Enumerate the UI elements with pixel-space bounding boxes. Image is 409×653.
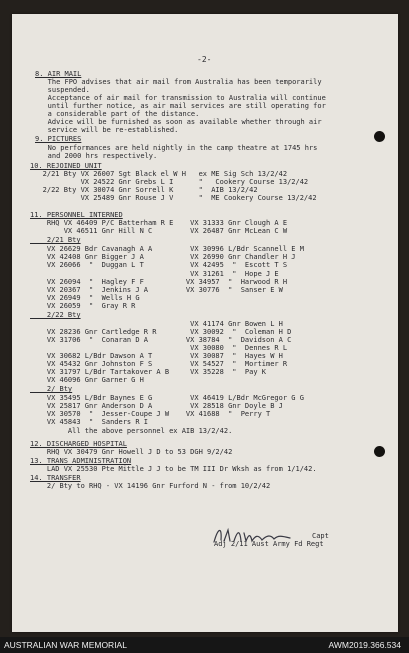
footer-bar (0, 637, 409, 653)
punch-hole-bottom (374, 446, 385, 457)
document-line: LAD VX 25530 Pte Mittle J J to be TM III Dr Wksh as from 1/1/42. (30, 465, 317, 473)
document-line: VX 26094 " Hagley F F VX 34957 " Harwood R H (30, 278, 288, 286)
document-line: VX 46511 Gnr Hill N C VX 26487 Gnr McLean C W (30, 227, 288, 235)
document-line: VX 20367 " Jenkins J A VX 30776 " Sanser E W (30, 286, 283, 294)
footer-accession-number: AWM2019.366.534 (328, 640, 401, 650)
document-line: No performances are held nightly in the camp theatre at 1745 hrs (35, 144, 318, 152)
section-heading: 2/22 Bty (30, 311, 81, 319)
document-line: 2/21 Bty VX 26007 Sgt Black el W H ex ME Sig Sch 13/2/42 (30, 170, 288, 178)
document-line: Adj 2/11 Aust Army Fd Regt (214, 540, 324, 548)
document-line: VX 46096 Gnr Garner G H (30, 376, 144, 384)
punch-hole-top (374, 131, 385, 142)
document-line: VX 35495 L/Bdr Baynes E G VX 46419 L/Bdr McGregor G G (30, 394, 304, 402)
document-line: VX 45843 " Sanders R I (30, 418, 149, 426)
document-line: 2/ Bty to RHQ - VX 14196 Gnr Furford N - from 10/2/42 (30, 482, 271, 490)
signature (210, 524, 296, 546)
document-line: VX 41174 Gnr Bowen L H (30, 320, 283, 328)
footer-credit: AUSTRALIAN WAR MEMORIAL (4, 640, 127, 650)
section-heading: 9. PICTURES (35, 135, 82, 143)
document-line: suspended. (35, 86, 90, 94)
document-line: VX 28236 Gnr Cartledge R R VX 30092 " Coleman H D (30, 328, 292, 336)
document-line: VX 25489 Gnr Rouse J V " ME Cookery Course 13/2/42 (30, 194, 317, 202)
document-line: All the above personnel ex AIB 13/2/42. (30, 427, 233, 435)
section-heading: 8. AIR MAIL (35, 70, 82, 78)
document-line: VX 30570 " Jesser-Coupe J W VX 41688 " Perry T (30, 410, 271, 418)
document-line: RHQ VX 46409 P/C Batterham R E VX 31333 Gnr Clough A E (30, 219, 288, 227)
section-heading: 14. TRANSFER (30, 474, 81, 482)
document-line: Advice will be furnished as soon as available whether through air (35, 118, 322, 126)
section-heading: 2/ Bty (30, 385, 73, 393)
document-line: a considerable part of the distance. (35, 110, 200, 118)
document-line: VX 31261 " Hope J E (30, 270, 279, 278)
section-heading: 10. REJOINED UNIT (30, 162, 102, 170)
document-line: VX 26059 " Gray R R (30, 302, 136, 310)
document-line: and 2000 hrs respectively. (35, 152, 158, 160)
document-line: VX 45432 Gnr Johnston F S VX 54527 " Mortimer R (30, 360, 288, 368)
document-line: VX 31706 " Conaran D A VX 38784 " Davidson A C (30, 336, 292, 344)
document-line: The FPO advises that air mail from Australia has been temporarily (35, 78, 322, 86)
document-line: VX 30682 L/Bdr Dawson A T VX 30087 " Hayes W H (30, 352, 283, 360)
document-line: VX 26066 " Duggan L T VX 42495 " Escott T S (30, 261, 288, 269)
page-number: -2- (197, 55, 212, 64)
document-line: VX 26949 " Wells H G (30, 294, 140, 302)
document-line: VX 42408 Gnr Bigger J A VX 26990 Gnr Chandler H J (30, 253, 296, 261)
document-line: RHQ VX 30479 Gnr Howell J D to 53 DGH 9/2/42 (30, 448, 233, 456)
document-page (12, 14, 398, 632)
document-line: VX 24522 Gnr Grebs L I " Cookery Course 13/2/42 (30, 178, 309, 186)
section-heading: 11. PERSONNEL INTERNED (30, 211, 123, 219)
document-line: VX 30080 " Dennes R L (30, 344, 288, 352)
section-heading: 12. DISCHARGED HOSPITAL (30, 440, 127, 448)
document-line: service will be re-established. (35, 126, 179, 134)
section-heading: 2/21 Bty (30, 236, 81, 244)
document-line: VX 31797 L/Bdr Tartakover A B VX 35228 " Pay K (30, 368, 267, 376)
document-line: VX 25817 Gnr Anderson D A VX 28518 Gnr Doyle B J (30, 402, 283, 410)
section-heading: 13. TRANS ADMINISTRATION (30, 457, 132, 465)
document-line: until further notice, as air mail services are still operating for (35, 102, 326, 110)
document-line: Capt (312, 532, 329, 540)
document-line: 2/22 Bty VX 30074 Gnr Sorrell K " AIB 13/2/42 (30, 186, 258, 194)
document-line: Acceptance of air mail for transmission to Australia will continue (35, 94, 326, 102)
document-line: VX 26629 Bdr Cavanagh A A VX 30996 L/Bdr Scannell E M (30, 245, 304, 253)
